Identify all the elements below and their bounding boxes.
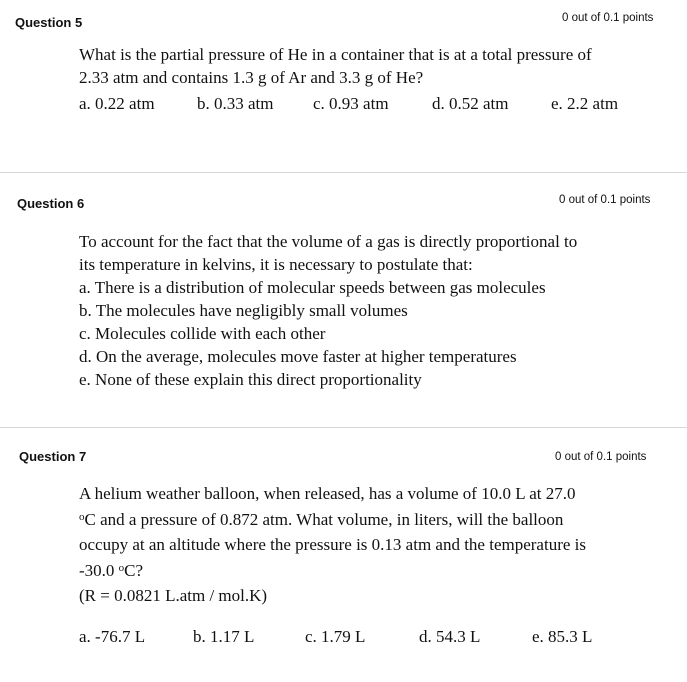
question-5-line-1: What is the partial pressure of He in a container that is at a total pressure of xyxy=(79,45,592,64)
question-7-line-5: (R = 0.0821 L.atm / mol.K) xyxy=(79,586,268,605)
question-5-points: 0 out of 0.1 points xyxy=(562,12,654,24)
question-7-line-4-post: C? xyxy=(124,560,144,580)
question-5-choices xyxy=(0,94,687,118)
question-6-choice-e: e. None of these explain this direct proportionality xyxy=(79,370,422,389)
question-5-choice-e: e. 2.2 atm xyxy=(551,94,619,113)
question-7-text xyxy=(79,481,586,609)
question-5-line-2: 2.33 atm and contains 1.3 g of Ar and 3.3 g of He? xyxy=(79,68,424,87)
question-5-choice-d: d. 0.52 atm xyxy=(432,94,509,113)
question-6-points: 0 out of 0.1 points xyxy=(559,194,651,206)
question-6-text xyxy=(79,230,577,391)
question-7-choice-e: e. 85.3 L xyxy=(532,627,593,646)
question-6-line-2: its temperature in kelvins, it is necessary to postulate that: xyxy=(79,255,473,274)
question-7-line-2-text: C and a pressure of 0.872 atm. What volume, in liters, will the balloon xyxy=(84,509,564,529)
question-5-choice-b: b. 0.33 atm xyxy=(197,94,274,113)
question-6-choice-c: c. Molecules collide with each other xyxy=(79,324,326,343)
question-7-line-4 xyxy=(79,558,586,584)
question-5-text xyxy=(79,43,592,89)
question-7-title: Question 7 xyxy=(19,449,87,464)
question-6-choice-a: a. There is a distribution of molecular speeds between gas molecules xyxy=(79,278,546,297)
question-7-points: 0 out of 0.1 points xyxy=(555,451,647,463)
question-7-choices xyxy=(0,627,687,651)
question-7-line-3: occupy at an altitude where the pressure is 0.13 atm and the temperature is xyxy=(79,535,586,554)
question-7-line-4-pre: -30.0 xyxy=(79,560,119,580)
degree-sup-2: o xyxy=(118,561,125,574)
question-5-section xyxy=(0,0,687,172)
question-7-line-2 xyxy=(79,507,586,533)
question-7-choice-d: d. 54.3 L xyxy=(419,627,481,646)
question-6-choice-b: b. The molecules have negligibly small volumes xyxy=(79,301,408,320)
question-5-choice-a: a. 0.22 atm xyxy=(79,94,155,113)
question-5-choice-c: c. 0.93 atm xyxy=(313,94,389,113)
question-6-section xyxy=(0,173,687,426)
question-5-title: Question 5 xyxy=(15,15,83,30)
question-7-section xyxy=(0,428,687,682)
question-6-line-1: To account for the fact that the volume of a gas is directly proportional to xyxy=(79,232,578,251)
question-7-choice-a: a. -76.7 L xyxy=(79,627,146,646)
question-6-choice-d: d. On the average, molecules move faster at higher temperatures xyxy=(79,347,517,366)
degree-sup-1: o xyxy=(79,510,85,523)
question-7-choice-b: b. 1.17 L xyxy=(193,627,255,646)
question-6-title: Question 6 xyxy=(17,196,85,211)
question-7-line-1: A helium weather balloon, when released, has a volume of 10.0 L at 27.0 xyxy=(79,484,576,503)
question-7-choice-c: c. 1.79 L xyxy=(305,627,366,646)
